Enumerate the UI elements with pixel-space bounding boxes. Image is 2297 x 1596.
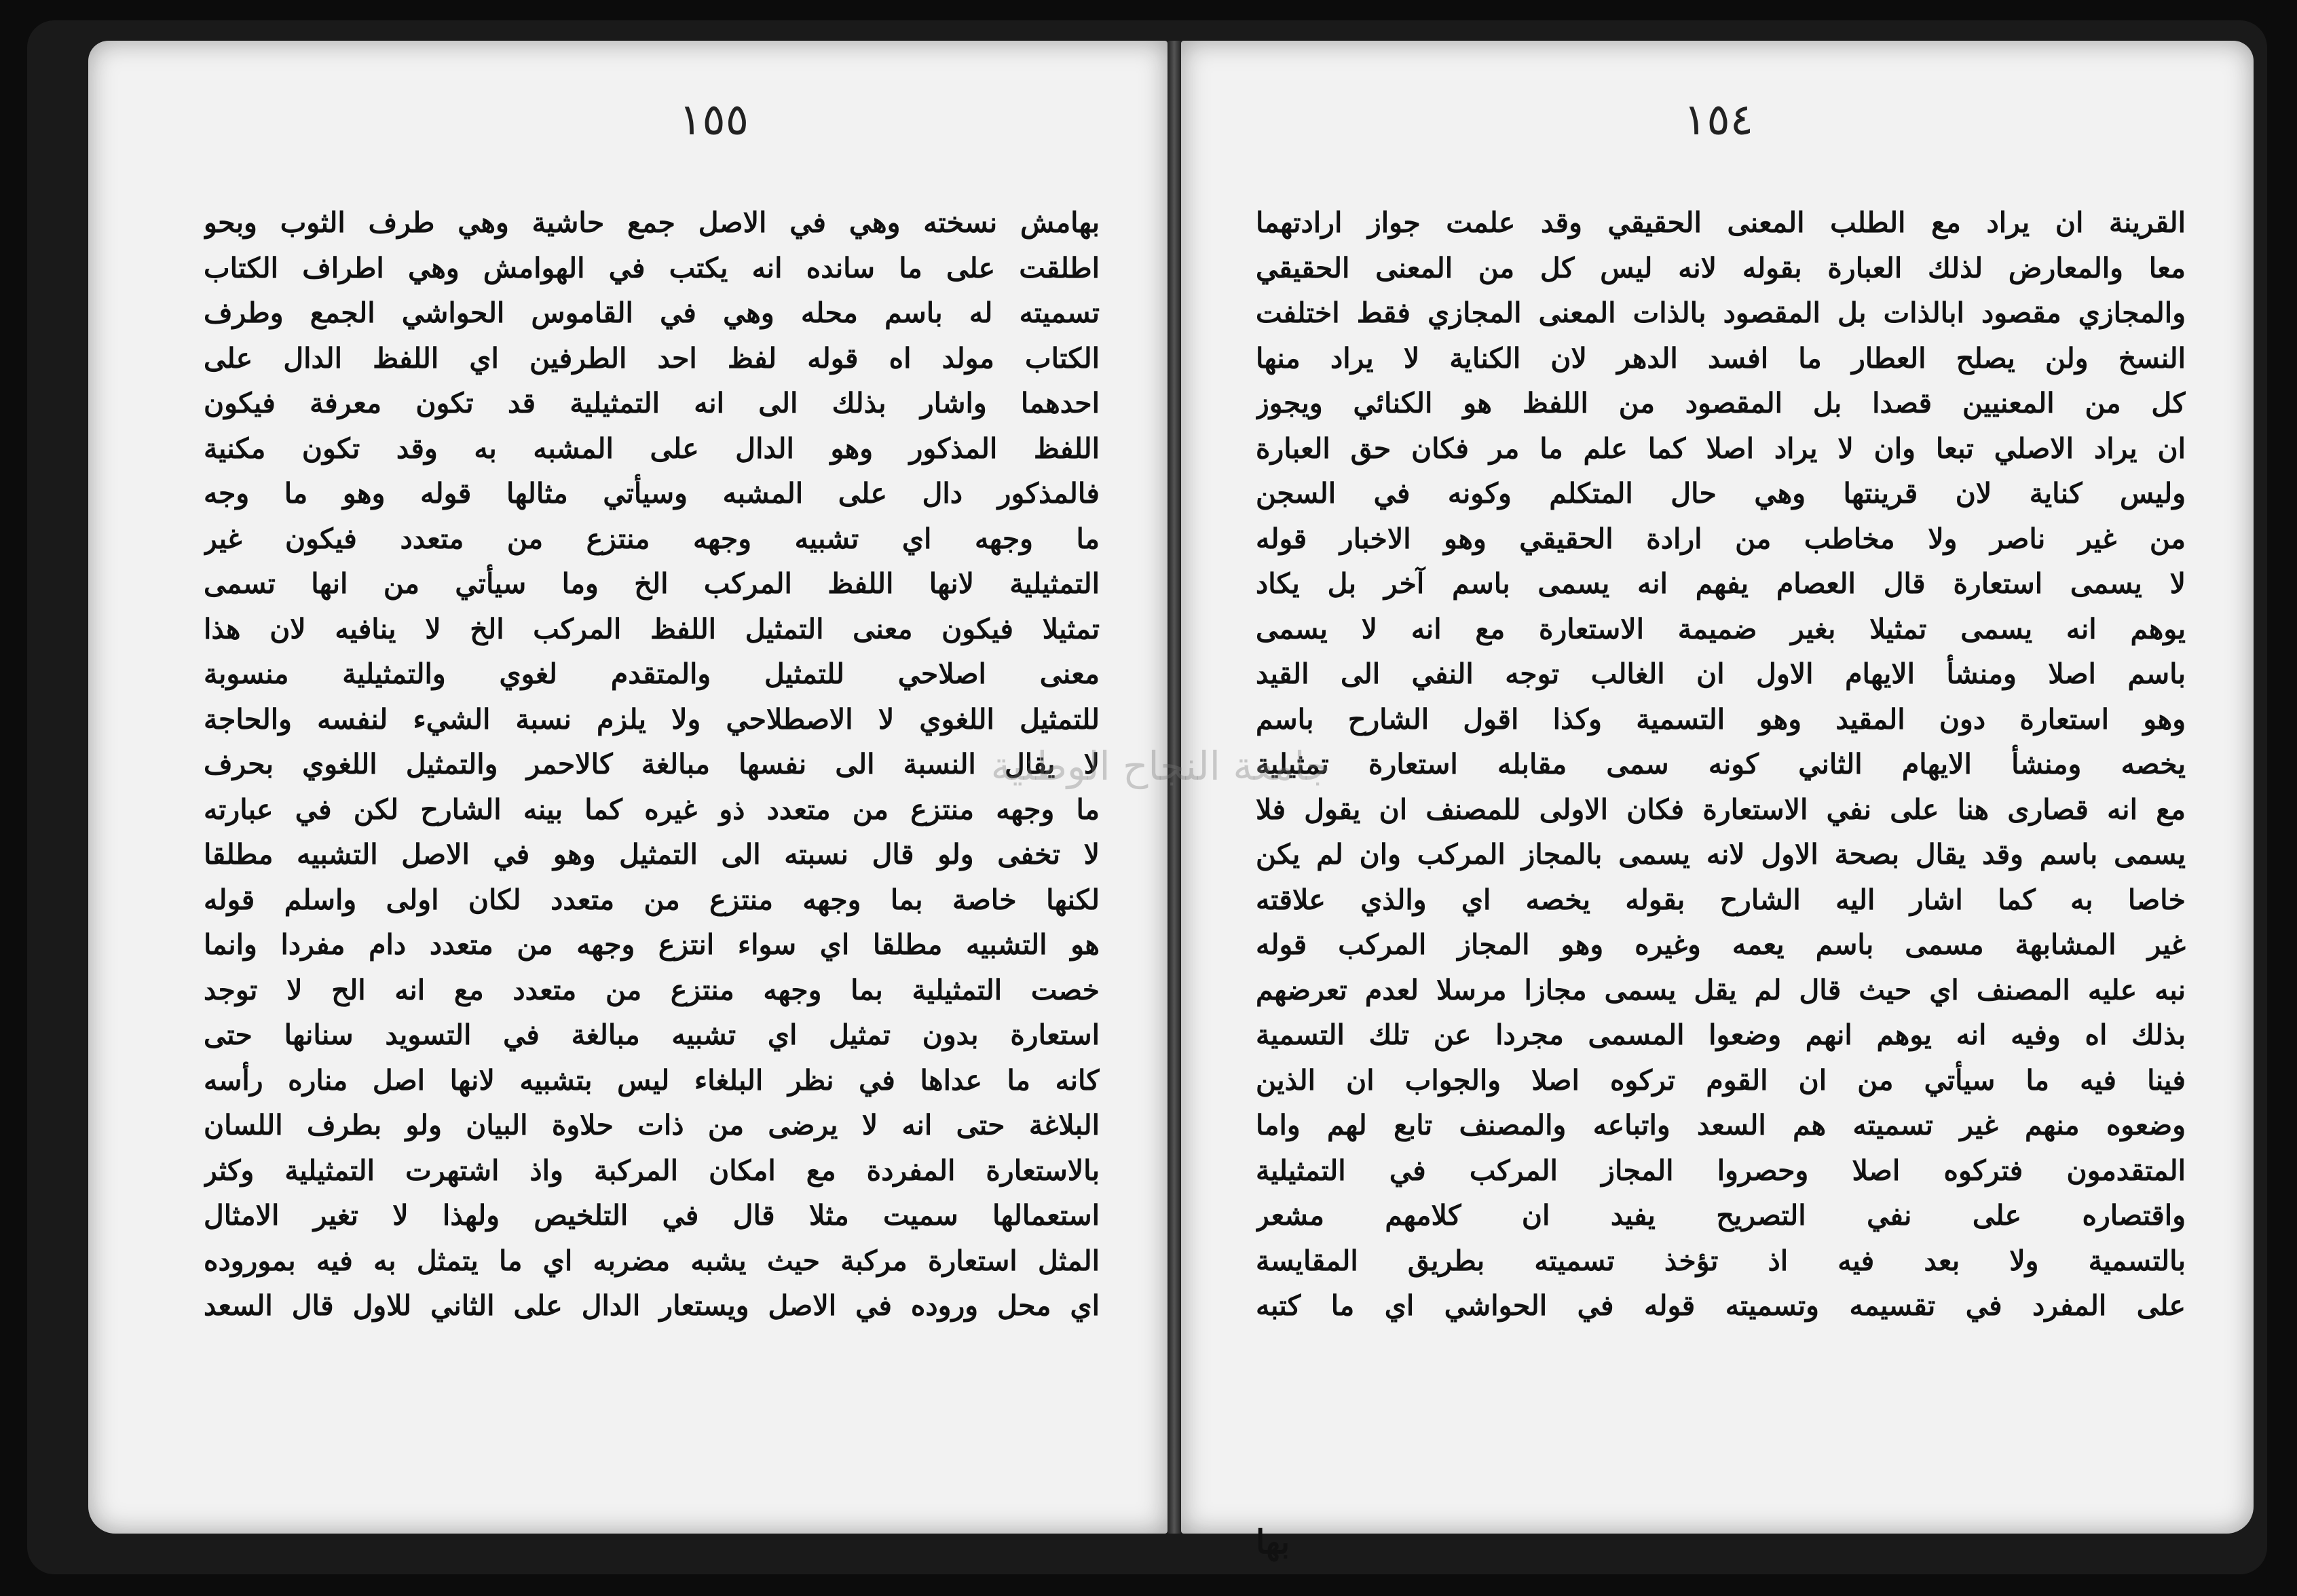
- text-line: من غير ناصر ولا مخاطب من ارادة الحقيقي وهو الاخبار قوله: [1256, 522, 2186, 555]
- text-line: احدهما واشار بذلك الى انه التمثيلية قد تكون معرفة فيكون: [204, 387, 1100, 419]
- right-page-text: [1256, 200, 2186, 1329]
- text-line: المثل استعارة مركبة حيث يشبه مضربه اي ما يتمثل به فيه بموروده: [204, 1244, 1100, 1277]
- text-line: استعارة بدون تمثيل اي تشبيه مبالغة في التسويد سنانها حتى: [204, 1019, 1100, 1051]
- text-line: تسميته له باسم محله وهي في القاموس الحواشي الجمع وطرف: [204, 297, 1100, 329]
- text-line: لا تخفى ولو قال نسبته الى التمثيل وهو في الاصل التشبيه مطلقا: [204, 838, 1100, 871]
- right-page-number: ١٥٤: [1683, 95, 1754, 145]
- text-line: خصت التمثيلية بما وجهه منتزع من متعدد مع انه الح لا توجد: [204, 973, 1100, 1006]
- text-line: اي محل وروده في الاصل ويستعار الدال على الثاني للاول قال السعد: [204, 1289, 1100, 1322]
- text-line: والمجازي مقصود ابالذات بل المقصود بالذات المعنى المجازي فقط اختلفت: [1256, 297, 2186, 329]
- text-line: هو التشبيه مطلقا اي سواء انتزع وجهه من متعدد دام مفردا وانما: [204, 928, 1100, 961]
- text-line: معنى اصلاحي للتمثيل والمتقدم لغوي والتمثيلية منسوبة: [204, 658, 1100, 690]
- text-line: النسخ ولن يصلح العطار ما افسد الدهر لان الكناية لا يراد منها: [1256, 341, 2186, 375]
- text-line: كانه ما عداها في نظر البلغاء ليس بتشبيه لانها اصل مناره رأسه: [204, 1063, 1100, 1097]
- text-line: فالمذكور دال على المشبه وسيأتي مثالها قوله وهو ما وجه: [204, 477, 1100, 510]
- text-line: بالتسمية ولا بعد فيه اذ تؤخذ تسميته بطريق المقايسة: [1256, 1244, 2186, 1277]
- text-line: كل من المعنيين قصدا بل المقصود من اللفظ هو الكنائي ويجوز: [1256, 387, 2186, 419]
- text-line: اطلقت على ما سانده انه يكتب في الهوامش وهي اطراف الكتاب: [204, 251, 1100, 284]
- text-line: واقتصاره على نفي التصريح يفيد ان كلامهم مشعر: [1256, 1199, 2186, 1232]
- text-line: نبه عليه المصنف اي حيث قال لم يقل يسمى مجازا مرسلا لعدم تعرضهم: [1256, 973, 2186, 1006]
- text-line: وليس كناية لان قرينتها وهي حال المتكلم وكونه في السجن: [1256, 477, 2186, 510]
- text-line: بالاستعارة المفردة مع امكان المركبة واذ اشتهرت التمثيلية وكثر: [204, 1154, 1100, 1187]
- text-line: فينا فيه ما سيأتي من ان القوم تركوه اصلا والجواب ان الذين: [1256, 1063, 2186, 1097]
- text-line: خاصا به كما اشار اليه الشارح بقوله يخصه اي والذي علاقته: [1256, 883, 2186, 916]
- text-line: باسم اصلا ومنشأ الايهام الاول ان الغالب توجه النفي الى القيد: [1256, 658, 2186, 690]
- text-line: لكنها خاصة بما وجهه منتزع من متعدد لكان اولى واسلم قوله: [204, 883, 1100, 916]
- text-line: القرينة ان يراد مع الطلب المعنى الحقيقي وقد علمت جواز ارادتهما: [1256, 206, 2186, 239]
- text-line: يسمى باسم وقد يقال بصحة الاول لانه يسمى بالمجاز المركب وان لم يكن: [1256, 838, 2186, 871]
- text-line: استعمالها سميت مثلا قال في التلخيص ولهذا لا تغير الامثال: [204, 1199, 1100, 1232]
- catchword: بها: [1256, 1523, 1290, 1561]
- text-line: الكتاب مولد اه قوله لفظ احد الطرفين اي اللفظ الدال على: [204, 341, 1100, 375]
- text-line: للتمثيل اللغوي لا الاصطلاحي ولا يلزم نسبة الشيء لنفسه والحاجة: [204, 702, 1100, 736]
- library-watermark: جامعة النجاح الوطنية: [990, 743, 1330, 789]
- text-line: مع انه قصارى هنا على نفي الاستعارة فكان الاولى للمصنف ان يقول فلا: [1256, 793, 2186, 826]
- text-line: على المفرد في تقسيمه وتسميته قوله في الحواشي اي ما كتبه: [1256, 1289, 2186, 1322]
- text-line: بهامش نسخته وهي في الاصل جمع حاشية وهي طرف الثوب وبحو: [204, 206, 1100, 239]
- left-page-number: ١٥٥: [679, 95, 749, 145]
- text-line: لا يسمى استعارة قال العصام يفهم انه يسمى باسم آخر بل يكاد: [1256, 567, 2186, 600]
- text-line: وضعوه منهم غير تسميته هم السعد واتباعه والمصنف تابع لهم واما: [1256, 1109, 2186, 1141]
- left-page-text: [204, 200, 1100, 1329]
- text-line: يخصه ومنشأ الايهام الثاني كونه سمى مقابله استعارة تمثيلية: [1256, 748, 2186, 780]
- text-line: يوهم انه يسمى تمثيلا بغير ضميمة الاستعارة مع انه لا يسمى: [1256, 612, 2186, 645]
- text-line: اللفظ المذكور وهو الدال على المشبه به وقد تكون مكنية: [204, 432, 1100, 465]
- text-line: ما وجهه منتزع من متعدد ذو غيره كما بينه الشارح لكن في عبارته: [204, 793, 1100, 826]
- right-page: [1181, 41, 2254, 1561]
- text-line: ما وجهه اي تشبيه وجهه منتزع من متعدد فيكون غير: [204, 522, 1100, 555]
- text-line: بذلك اه وفيه انه يوهم انهم وضعوا المسمى مجردا عن تلك التسمية: [1256, 1019, 2186, 1051]
- text-line: المتقدمون فتركوه اصلا وحصروا المجاز المركب في التمثيلية: [1256, 1154, 2186, 1187]
- text-line: غير المشابهة مسمى باسم يعمه وغيره وهو المجاز المركب قوله: [1256, 928, 2186, 961]
- text-line: البلاغة حتى انه لا يرضى من ذات حلاوة البيان ولو بطرف اللسان: [204, 1109, 1100, 1141]
- text-line: التمثيلية لانها اللفظ المركب الخ وما سيأتي من انها تسمى: [204, 567, 1100, 600]
- text-line: معا والمعارض لذلك العبارة بقوله لانه ليس كل من المعنى الحقيقي: [1256, 251, 2186, 284]
- text-line: لا يقال النسبة الى نفسها مبالغة كالاحمر والتمثيل اللغوي بحرف: [204, 748, 1100, 780]
- text-line: تمثيلا فيكون معنى التمثيل اللفظ المركب الخ لا ينافيه لان هذا: [204, 612, 1100, 645]
- text-line: وهو استعارة دون المقيد وهو التسمية وكذا اقول الشارح باسم: [1256, 702, 2186, 736]
- text-line: ان يراد الاصلي تبعا وان لا يراد اصلا كما علم ما مر فكان حق العبارة: [1256, 432, 2186, 465]
